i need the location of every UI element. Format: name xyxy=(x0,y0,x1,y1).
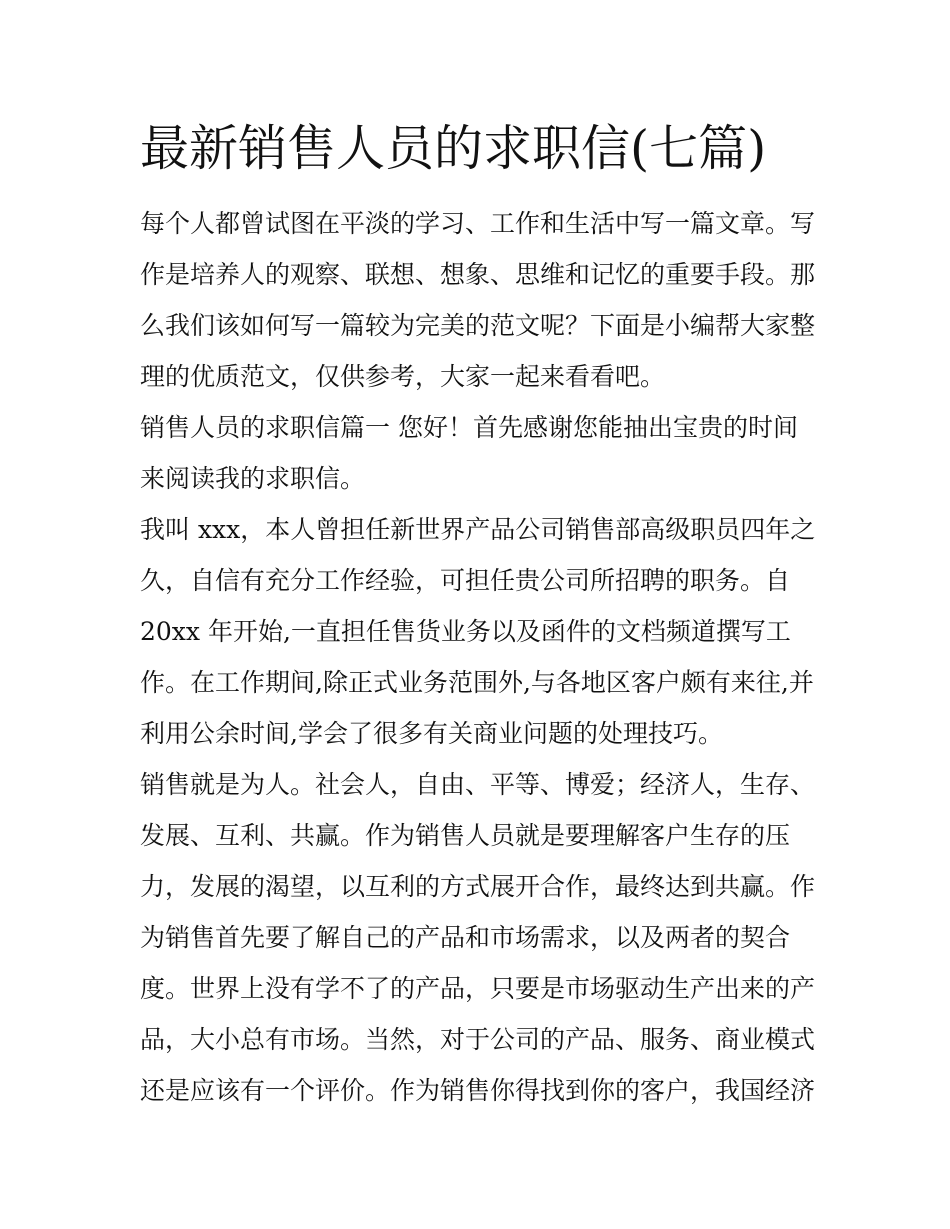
text-line: 销售人员的求职信篇一 您好！首先感谢您能抽出宝贵的时间 xyxy=(140,413,798,442)
document-title: 最新销售人员的求职信(七篇) xyxy=(140,120,767,177)
document-body xyxy=(140,198,820,1116)
text-line: 品，大小总有市场。当然，对于公司的产品、服务、商业模式 xyxy=(140,1025,816,1054)
text-line: 利用公余时间,学会了很多有关商业问题的处理技巧。 xyxy=(140,719,723,748)
text-line: 力，发展的渴望，以互利的方式展开合作，最终达到共赢。作 xyxy=(140,872,816,901)
text-line: 作。在工作期间,除正式业务范围外,与各地区客户颇有来往,并 xyxy=(140,668,814,697)
text-line: 为销售首先要了解自己的产品和市场需求，以及两者的契合 xyxy=(140,923,791,952)
text-line: 销售就是为人。社会人，自由、平等、博爱；经济人，生存、 xyxy=(140,770,816,799)
text-line: 理的优质范文，仅供参考，大家一起来看看吧。 xyxy=(140,362,666,391)
text-line: 每个人都曾试图在平淡的学习、工作和生活中写一篇文章。写 xyxy=(140,209,816,238)
text-line: 么我们该如何写一篇较为完美的范文呢？下面是小编帮大家整 xyxy=(140,311,816,340)
text-line: 发展、互利、共赢。作为销售人员就是要理解客户生存的压 xyxy=(140,821,791,850)
text-line: 来阅读我的求职信。 xyxy=(140,464,366,493)
text-line: 我叫 xxx，本人曾担任新世界产品公司销售部高级职员四年之 xyxy=(140,515,816,544)
text-line: 度。世界上没有学不了的产品，只要是市场驱动生产出来的产 xyxy=(140,974,816,1003)
text-line: 20xx 年开始,一直担任售货业务以及函件的文档频道撰写工 xyxy=(140,617,791,646)
text-line: 还是应该有一个评价。作为销售你得找到你的客户，我国经济 xyxy=(140,1076,816,1105)
text-line: 作是培养人的观察、联想、想象、思维和记忆的重要手段。那 xyxy=(140,260,816,289)
text-line: 久，自信有充分工作经验，可担任贵公司所招聘的职务。自 xyxy=(140,566,791,595)
